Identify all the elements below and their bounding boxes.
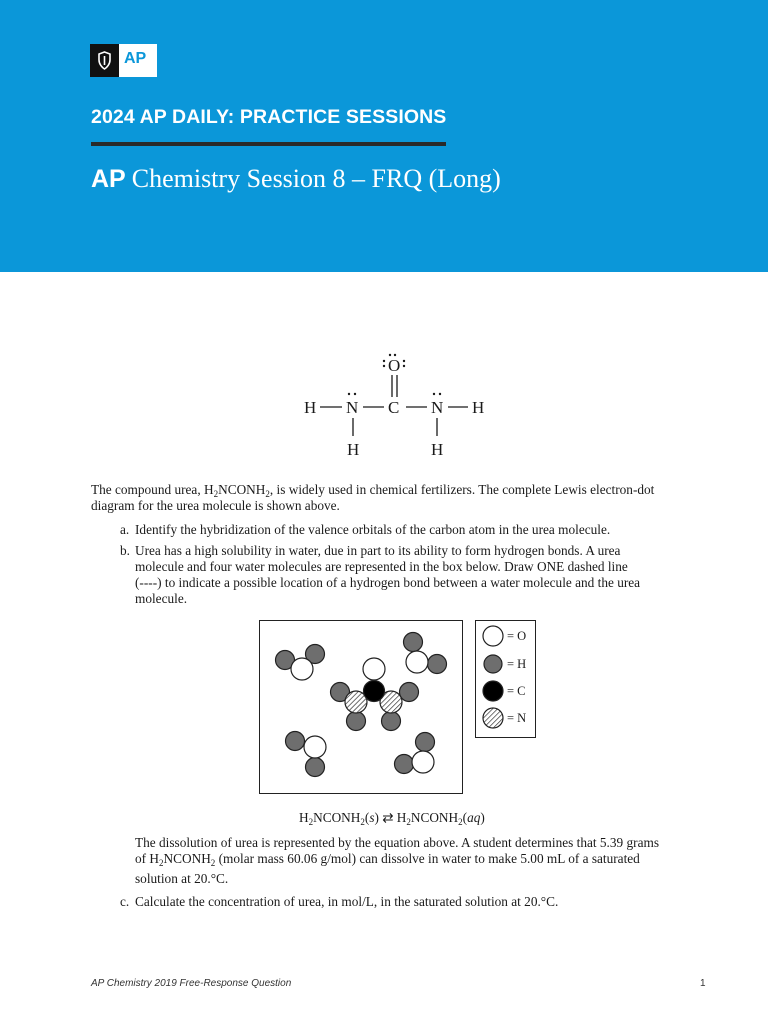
logo-text: AP <box>124 50 147 67</box>
title-prefix: AP <box>91 165 126 193</box>
footer-source: AP Chemistry 2019 Free-Response Question <box>91 978 292 989</box>
series-title: 2024 AP DAILY: PRACTICE SESSIONS <box>91 106 447 128</box>
lewis-hydrogen-2: H <box>472 398 485 417</box>
acorn-shield-icon <box>90 44 119 77</box>
legend-hydrogen-label: = H <box>507 657 527 671</box>
legend-carbon-swatch <box>483 681 503 701</box>
lewis-hydrogen-4: H <box>431 440 444 459</box>
lewis-nitrogen-left: N <box>346 398 359 417</box>
lewis-oxygen: O <box>388 356 401 375</box>
question-a: a. Identify the hybridization of the valence orbitals of the carbon atom in the urea molecule. <box>120 522 611 537</box>
intro-line-2: diagram for the urea molecule is shown above. <box>91 498 340 513</box>
dissolution-equation: $H_2NCONH_2(s)$ ⇄ $H_2NCONH_2(aq)$ <box>299 810 485 827</box>
dissolution-text: The dissolution of urea is represented by the equation above. A student determines that 5.39 grams of $H_2NCONH_2$ (molar mass 60.06 g/mol) can dissolve in water to make 5.00 mL of a saturated solution at 20.°C. <box>135 835 659 886</box>
ap-logo <box>90 44 157 77</box>
lewis-carbon: C <box>388 398 400 417</box>
legend-oxygen-swatch <box>483 626 503 646</box>
question-c: c. Calculate the concentration of urea, in mol/L, in the saturated solution at 20.°C. <box>120 894 559 909</box>
header-banner <box>0 0 768 272</box>
atom-legend <box>475 620 536 738</box>
lewis-nitrogen-right: N <box>431 398 444 417</box>
lewis-hydrogen-3: H <box>347 440 360 459</box>
intro-line-1: The compound urea, $H_2NCONH_2$, is widely used in chemical fertilizers. The complete Lewis electron-dot <box>91 482 655 499</box>
legend-oxygen-label: = O <box>507 629 527 643</box>
legend-carbon-label: = C <box>507 684 526 698</box>
molecules-box[interactable] <box>259 620 463 794</box>
legend-hydrogen-swatch <box>484 655 502 673</box>
question-b: b. Urea has a high solubility in water, due in part to its ability to form hydrogen bonds. A urea molecule and four water molecules are represented in the box below. Draw ONE dashed line (----) to indicate a possible location of a hydrogen bond between a water molecule and the urea molecule. <box>120 543 641 606</box>
title-text: Chemistry Session 8 – FRQ (Long) <box>131 164 501 193</box>
page-number: 1 <box>700 978 706 989</box>
header-divider <box>91 142 446 146</box>
page-title <box>91 164 501 194</box>
legend-nitrogen-swatch <box>483 708 503 728</box>
legend-nitrogen-label: = N <box>507 711 527 725</box>
lewis-hydrogen-1: H <box>304 398 317 417</box>
urea-lewis-diagram <box>300 350 500 460</box>
